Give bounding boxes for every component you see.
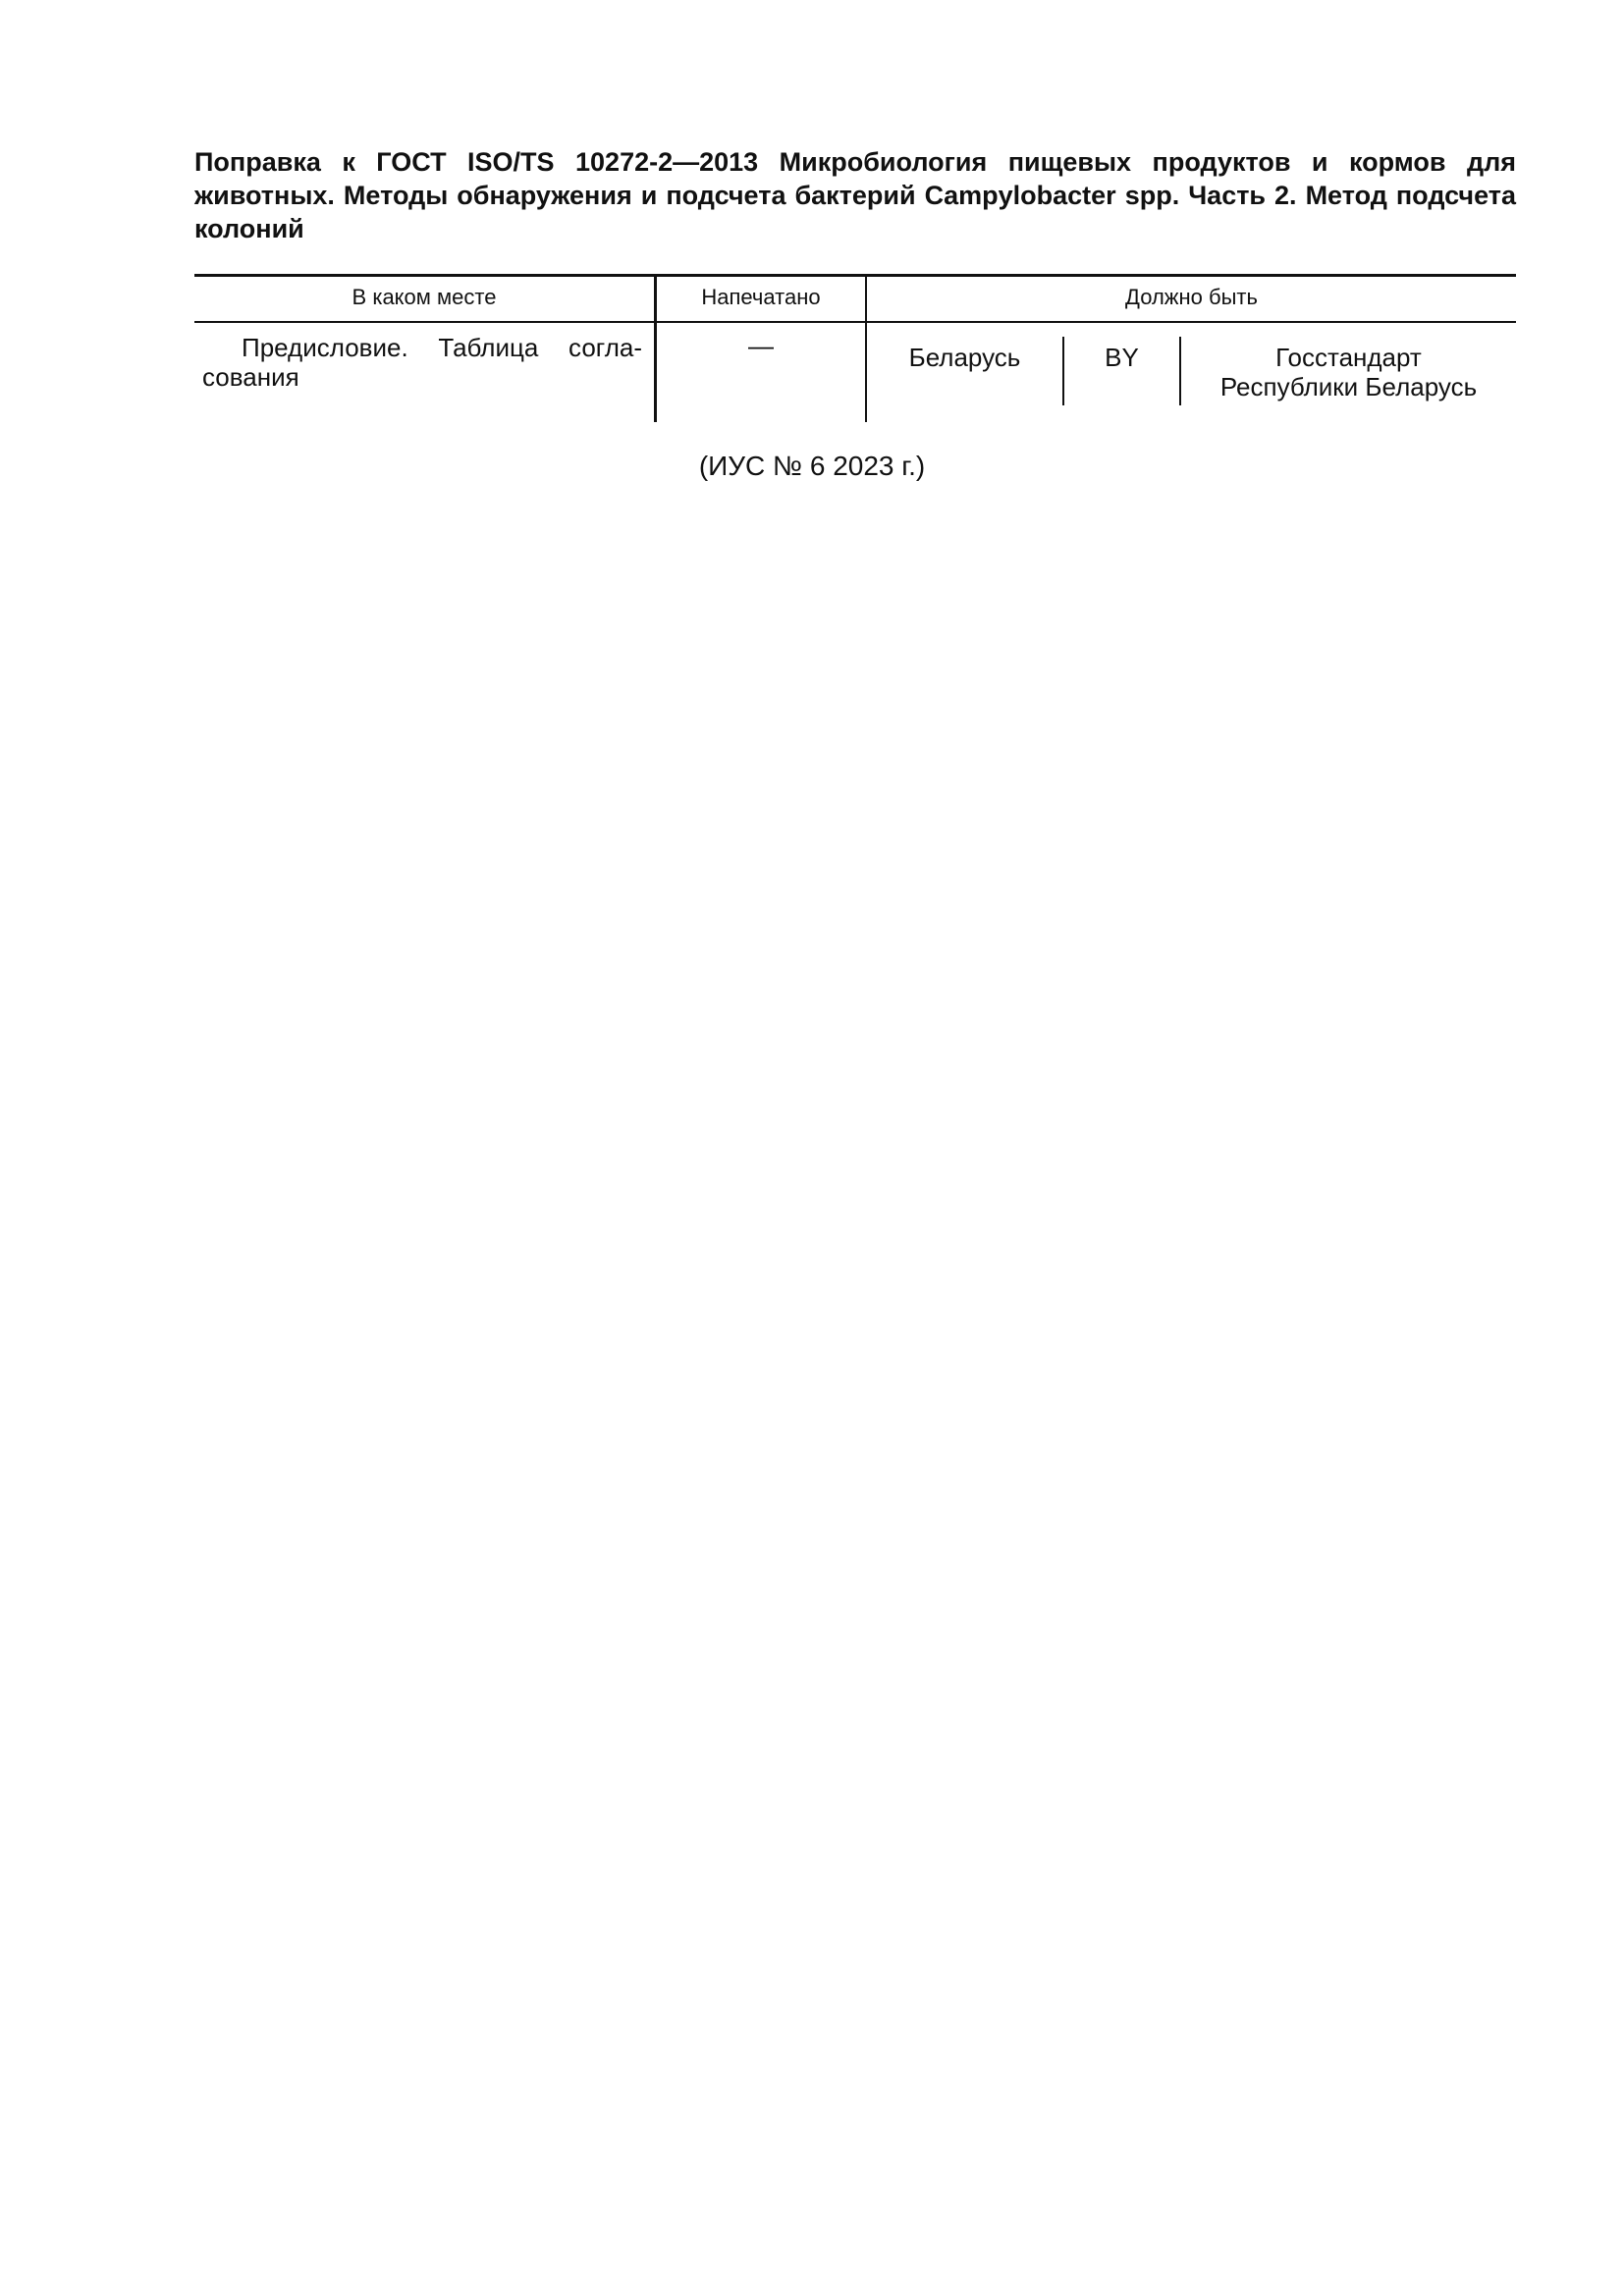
publication-reference: (ИУС № 6 2023 г.) bbox=[698, 451, 926, 481]
row-should-be-body-line2: Республики Беларусь bbox=[1219, 372, 1478, 401]
table-header-rule bbox=[194, 321, 1516, 323]
document-title: Поправка к ГОСТ ISO/TS 10272-2—2013 Микробиология пищевых продуктов и кормов для животных. Методы обнаружения и подсчета бактерий Campylobacter spp. Часть 2. Метод подсчета колоний bbox=[194, 147, 1516, 243]
table-top-rule bbox=[194, 274, 1516, 277]
correction-table bbox=[194, 274, 1516, 421]
header-printed: Напечатано bbox=[701, 285, 821, 309]
row-should-be-code: BY bbox=[1105, 343, 1139, 372]
row-printed: — bbox=[748, 331, 774, 360]
header-location: В каком месте bbox=[352, 285, 497, 309]
row-location-line1: Предисловие. Таблица согла- bbox=[242, 333, 642, 362]
row-should-be-country: Беларусь bbox=[908, 343, 1021, 372]
header-should-be: Должно быть bbox=[1125, 285, 1258, 309]
row-location bbox=[202, 333, 642, 392]
row-location-line2: сования bbox=[202, 362, 299, 392]
row-should-be-body-line1: Госстандарт bbox=[1275, 343, 1422, 372]
row-should-be-body bbox=[1181, 343, 1516, 401]
